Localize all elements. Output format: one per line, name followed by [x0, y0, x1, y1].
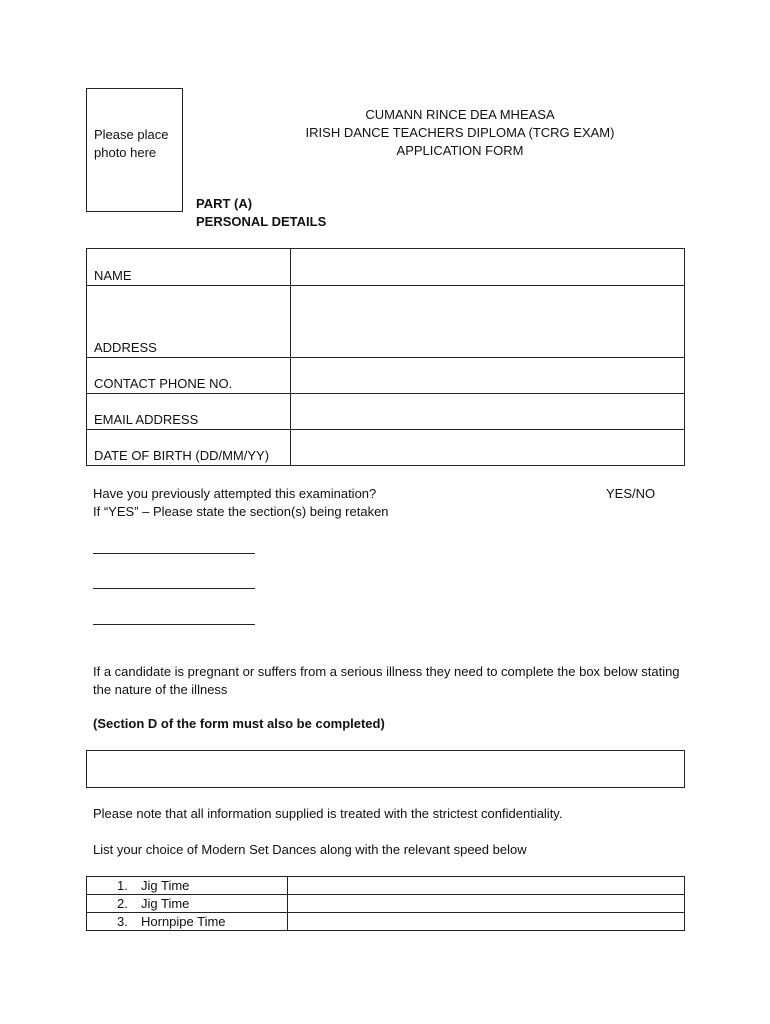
- diploma-title: IRISH DANCE TEACHERS DIPLOMA (TCRG EXAM): [305, 125, 615, 140]
- table-row: [87, 895, 685, 913]
- form-title: APPLICATION FORM: [396, 143, 524, 158]
- dance-choice-field[interactable]: [288, 877, 685, 895]
- retake-question: Have you previously attempted this examination?: [93, 486, 377, 501]
- dance-choice-field[interactable]: [288, 913, 685, 931]
- dance-speed: Jig Time: [141, 896, 190, 911]
- dance-label: [87, 913, 288, 931]
- part-heading: [196, 195, 326, 231]
- dance-speed: Jig Time: [141, 878, 190, 893]
- email-label: EMAIL ADDRESS: [87, 394, 291, 430]
- illness-instruction: If a candidate is pregnant or suffers from a serious illness they need to complete the box below stating the nature of the illness: [93, 664, 680, 697]
- illness-details-box[interactable]: [86, 750, 685, 788]
- photo-placeholder-box: [86, 88, 183, 212]
- dance-choice-field[interactable]: [288, 895, 685, 913]
- table-row: [87, 249, 685, 286]
- phone-field[interactable]: [291, 358, 685, 394]
- table-row: [87, 286, 685, 358]
- dob-field[interactable]: [291, 430, 685, 466]
- dance-number: 2.: [117, 896, 128, 911]
- dance-number: 3.: [117, 914, 128, 929]
- confidentiality-note: Please note that all information supplied is treated with the strictest confidentiality.: [93, 806, 563, 821]
- organisation-name: CUMANN RINCE DEA MHEASA: [365, 107, 555, 122]
- name-label: NAME: [87, 249, 291, 286]
- dance-speed: Hornpipe Time: [141, 914, 226, 929]
- phone-label: CONTACT PHONE NO.: [87, 358, 291, 394]
- part-subtitle: PERSONAL DETAILS: [196, 214, 327, 229]
- retake-question-block: [93, 485, 389, 521]
- section-d-note: (Section D of the form must also be completed): [93, 716, 385, 731]
- retake-section-line-1[interactable]: [93, 553, 255, 554]
- dance-label: [87, 895, 288, 913]
- personal-details-table: [86, 248, 685, 466]
- table-row: [87, 913, 685, 931]
- table-row: [87, 430, 685, 466]
- yes-no-option[interactable]: YES/NO: [606, 486, 656, 501]
- table-row: [87, 394, 685, 430]
- retake-instruction: If “YES” – Please state the section(s) being retaken: [93, 504, 389, 519]
- table-row: [87, 358, 685, 394]
- dances-intro: List your choice of Modern Set Dances along with the relevant speed below: [93, 842, 527, 857]
- form-header: [290, 106, 630, 160]
- dance-number: 1.: [117, 878, 128, 893]
- retake-section-line-2[interactable]: [93, 588, 255, 589]
- address-label: ADDRESS: [87, 286, 291, 358]
- set-dances-table: [86, 876, 685, 931]
- name-field[interactable]: [291, 249, 685, 286]
- dob-label: DATE OF BIRTH (DD/MM/YY): [87, 430, 291, 466]
- email-field[interactable]: [291, 394, 685, 430]
- part-title: PART (A): [196, 196, 253, 211]
- retake-section-line-3[interactable]: [93, 624, 255, 625]
- photo-instruction: Please place photo here: [94, 127, 169, 160]
- table-row: [87, 877, 685, 895]
- address-field[interactable]: [291, 286, 685, 358]
- dance-label: [87, 877, 288, 895]
